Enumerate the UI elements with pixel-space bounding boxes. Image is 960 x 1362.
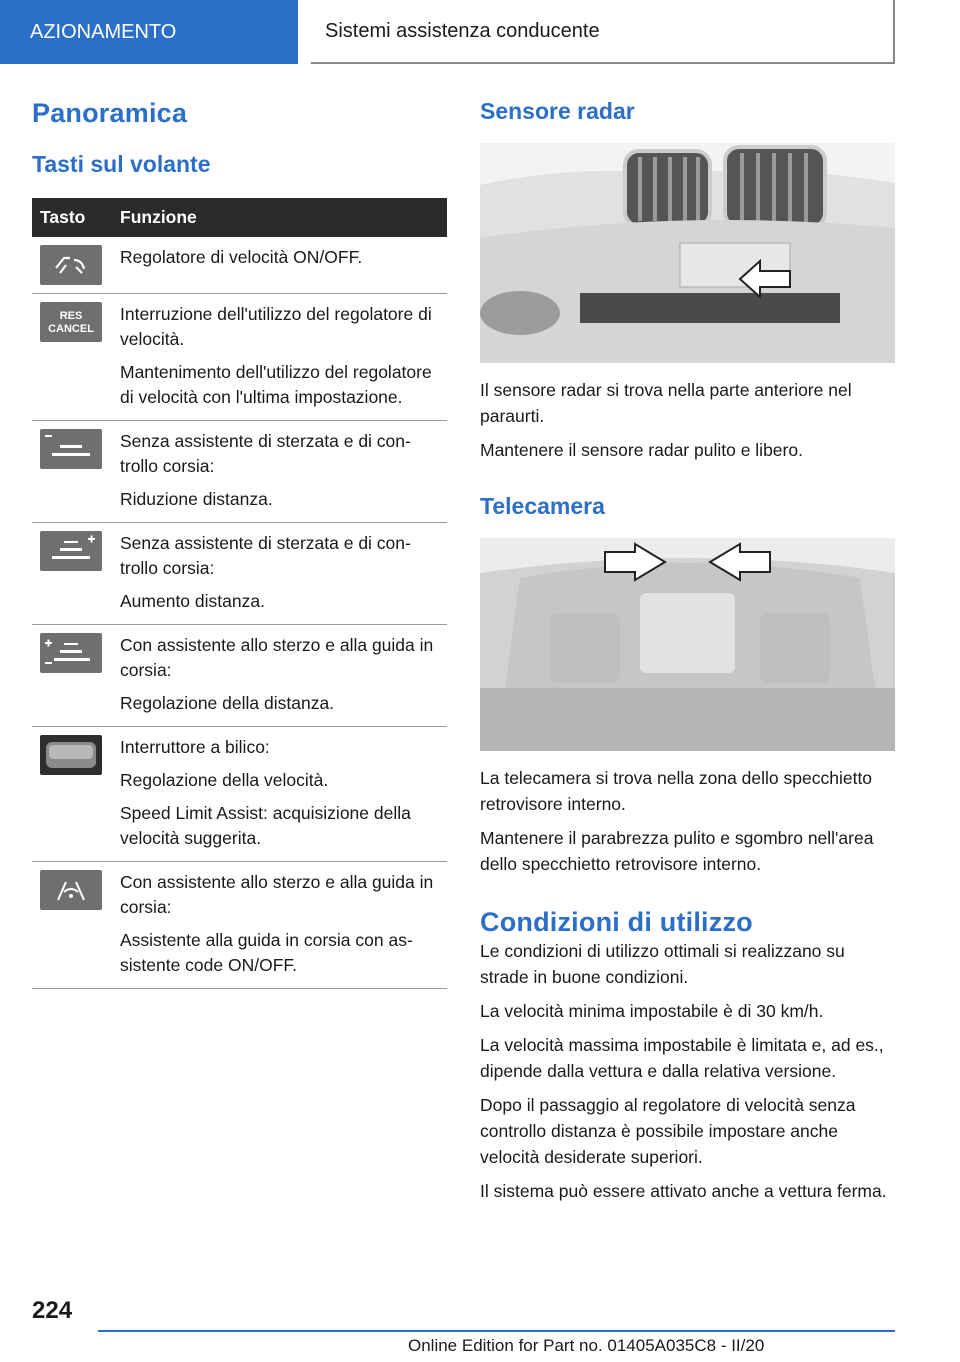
table-cell-text: Con assistente allo sterzo e alla guida in corsia:: [120, 872, 434, 917]
table-row: [32, 727, 447, 862]
table-cell-text: Interruttore a bilico:: [120, 737, 270, 757]
table-row: [32, 625, 447, 727]
table-cell-text: Regolatore di velocità ON/OFF.: [120, 247, 363, 267]
table-cell-text: Mantenimento dell'utilizzo del regolatore di velocità con l'ultima impostazione.: [120, 362, 432, 407]
page-number: 224: [32, 1297, 73, 1324]
table-row: [32, 523, 447, 625]
table-cell-text: Senza assistente di sterzata e di controllo corsia:: [120, 533, 411, 578]
conditions-paragraph: La velocità massima impostabile è limitata e, ad es., dipende dalla vettura e dalla relativa versione.: [480, 1035, 884, 1081]
header-section-tab: AZIONAMENTO: [0, 0, 298, 64]
steering-keys-table: [32, 198, 447, 989]
front-bumper-radar-photo: [480, 143, 895, 363]
camera-paragraph: Mantenere il parabrezza pulito e sgombro nell'area dello specchietto retrovisore interno.: [480, 828, 874, 874]
conditions-paragraph: Le condizioni di utilizzo ottimali si realizzano su strade in buone condizioni.: [480, 941, 845, 987]
lane-assist-icon: [40, 870, 102, 910]
table-row: [32, 862, 447, 989]
footer-rule: [98, 1330, 895, 1332]
conditions-paragraph: Il sistema può essere attivato anche a vettura ferma.: [480, 1181, 887, 1201]
conditions-paragraph: La velocità minima impostabile è di 30 km/h.: [480, 1001, 824, 1021]
svg-text:CANCEL: CANCEL: [48, 323, 94, 335]
distance-increase-icon: [40, 531, 102, 571]
radar-paragraph: Il sensore radar si trova nella parte anteriore nel paraurti.: [480, 380, 852, 426]
table-row: [32, 421, 447, 523]
res-cancel-icon: [40, 302, 102, 342]
rocker-switch-icon: [40, 735, 102, 775]
radar-paragraph: Mantenere il sensore radar pulito e libero.: [480, 440, 803, 460]
table-cell-text: Speed Limit Assist: acquisizione della velocità suggerita.: [120, 803, 411, 848]
windshield-camera-photo: [480, 538, 895, 751]
table-cell-text: Senza assistente di sterzata e di controllo corsia:: [120, 431, 411, 476]
header-chapter-title: Sistemi assistenza conducente: [311, 0, 895, 64]
table-cell-text: Aumento distanza.: [120, 591, 265, 611]
conditions-paragraph: Dopo il passaggio al regolatore di velocità senza controllo distanza è possibile impostare anche velocità desiderate superiori.: [480, 1095, 856, 1167]
section-title-radar: Sensore radar: [480, 98, 635, 124]
section-title-steering-keys: Tasti sul volante: [32, 151, 211, 177]
right-column: [480, 98, 895, 1212]
section-title-conditions: Condizioni di utilizzo: [480, 907, 753, 937]
svg-text:RES: RES: [59, 310, 83, 322]
distance-adjust-icon: [40, 633, 102, 673]
table-cell-text: Regolazione della distanza.: [120, 693, 335, 713]
table-cell-text: Con assistente allo sterzo e alla guida in corsia:: [120, 635, 434, 680]
section-title-camera: Telecamera: [480, 493, 605, 519]
table-cell-text: Regolazione della velocità.: [120, 770, 329, 790]
table-header-row: [32, 198, 447, 237]
cruise-control-onoff-icon: [40, 245, 102, 285]
table-cell-text: Interruzione dell'utilizzo del regolatore di velocità.: [120, 304, 432, 349]
table-row: [32, 294, 447, 421]
footer-edition: Online Edition for Part no. 01405A035C8 - II/20: [408, 1336, 765, 1355]
page-title: Panoramica: [32, 98, 188, 128]
camera-paragraph: La telecamera si trova nella zona dello specchietto retrovisore interno.: [480, 768, 873, 814]
table-row: [32, 237, 447, 294]
table-header-function: Funzione: [112, 198, 447, 237]
left-column: [32, 98, 447, 989]
table-cell-text: Assistente alla guida in corsia con assistente code ON/OFF.: [120, 930, 413, 975]
distance-decrease-icon: [40, 429, 102, 469]
table-cell-text: Riduzione distanza.: [120, 489, 273, 509]
table-header-key: Tasto: [32, 198, 112, 237]
